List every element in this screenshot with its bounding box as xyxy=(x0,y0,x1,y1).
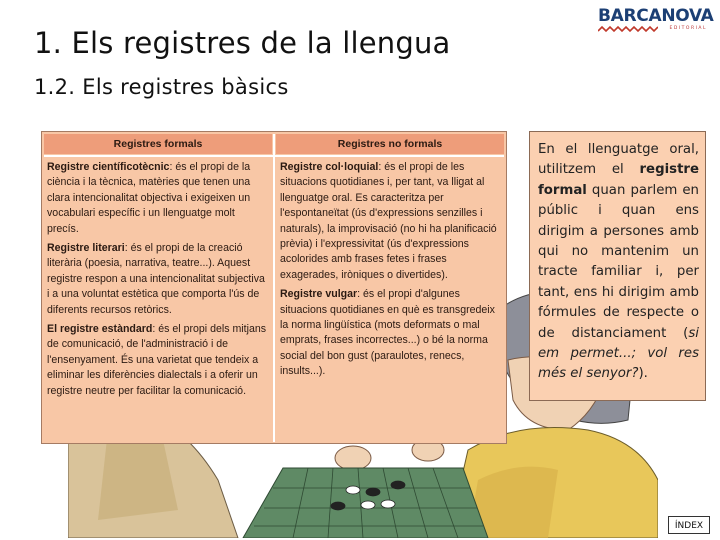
registers-table xyxy=(41,131,507,444)
entry-term: Registre vulgar xyxy=(280,288,358,301)
informal-column xyxy=(280,160,502,384)
note-italic: si em permet...; vol res més el senyor? xyxy=(538,325,699,382)
formal-entry xyxy=(47,241,269,318)
entry-text: : és el propi de la creació literària (poesia, narrativa, teatre...). Aquest registre respon a una intencionalitat subjectiva i a una voluntat estètica que comporta l'ús de diferents recursos retòrics. xyxy=(47,242,265,316)
entry-term: Registre col·loquial xyxy=(280,161,379,173)
entry-term: Registre literari xyxy=(47,242,125,255)
logo-wave-icon xyxy=(598,25,658,33)
informal-entry xyxy=(280,160,502,283)
entry-term: Registre científicotècnic xyxy=(47,161,170,173)
entry-text: : és el propi d'algunes situacions quotidianes en què es transgredeix la norma lingüística (mots deformats o mal emprats, frases incorrectes...) o bé la norma social del bon gust (paraulotes, renecs, insults...). xyxy=(280,288,495,378)
formal-entry xyxy=(47,160,269,237)
oral-register-note xyxy=(529,131,706,401)
publisher-logo xyxy=(598,6,713,38)
note-bold: registre formal xyxy=(538,162,699,198)
formal-column xyxy=(47,160,269,403)
entry-text: : és el propi de la ciència i la tècnica, matèries que tenen una clara intencionalitat objectiva i exigeixen un vocabulari específic i un llenguatge molt precís. xyxy=(47,161,251,235)
header-informal: Registres no formals xyxy=(276,134,504,154)
entry-term: El registre estàndard xyxy=(47,323,153,336)
note-text: En el llenguatge oral, utilitzem el xyxy=(538,142,699,178)
logo-name: BARCANOVA xyxy=(598,6,714,26)
entry-text: : és el propi de les situacions quotidianes i, per tant, va lligat al llenguatge oral. Es caracteritza per l'espontaneïtat (ús d'expressions senzilles i naturals), la improvisació (no hi ha planificació prèvia) i l'expressivitat (ús d'expressions acolorides amb frases fetes i frases exagerades, iròniques o divertides). xyxy=(280,161,497,281)
note-text: quan parlem en públic i quan ens dirigim a persones amb qui no mantenim un tracte familiar i, per tant, ens hi dirigim amb fórmules de respecte o de distanciament ( xyxy=(538,182,699,341)
logo-tagline: EDITORIAL xyxy=(669,26,707,31)
slide-title: 1. Els registres de la llengua xyxy=(34,26,451,60)
index-button[interactable]: ÍNDEX xyxy=(668,516,710,534)
column-divider xyxy=(273,134,275,442)
entry-text: : és el propi dels mitjans de comunicació, de l'administració i de l'ensenyament. És una varietat que tendeix a eliminar les diferències dialectals i a oferir un registre neutre per facilitar la comunicació. xyxy=(47,323,267,397)
informal-entry xyxy=(280,287,502,379)
note-text: ). xyxy=(638,366,648,382)
formal-entry xyxy=(47,322,269,399)
header-formal: Registres formals xyxy=(44,134,272,154)
slide-subtitle: 1.2. Els registres bàsics xyxy=(34,75,289,99)
